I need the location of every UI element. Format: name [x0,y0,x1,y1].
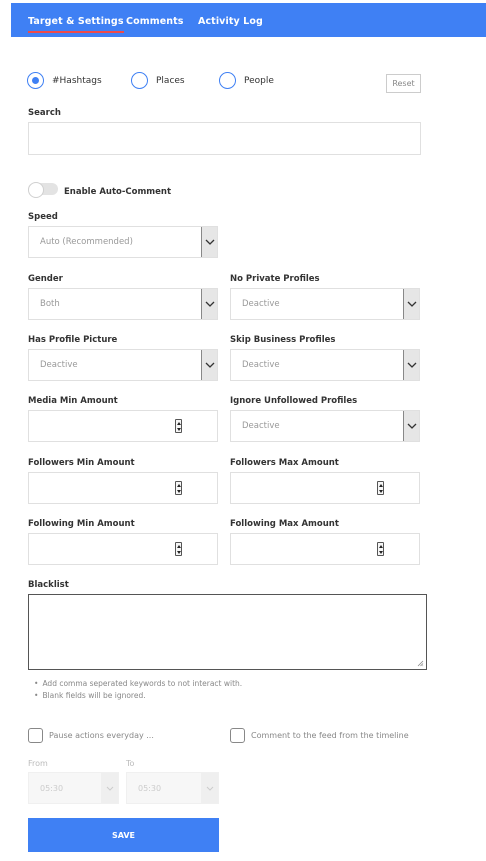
followers-min-label: Followers Min Amount [28,458,135,468]
from-time-select[interactable] [28,772,119,804]
no-private-value: Deactive [242,299,280,309]
chevron-down-icon[interactable] [201,350,217,380]
no-private-select[interactable] [230,288,420,320]
radio-people-label: People [244,75,274,86]
reset-button[interactable]: Reset [386,74,421,93]
auto-comment-toggle[interactable] [28,183,58,195]
radio-hashtags[interactable] [27,72,102,89]
to-label: To [126,759,135,768]
tab-target-settings[interactable]: Target & Settings [28,16,124,27]
has-picture-label: Has Profile Picture [28,335,118,345]
skip-business-select[interactable] [230,349,420,381]
blacklist-label: Blacklist [28,580,69,590]
from-label: From [28,759,48,768]
number-spinner[interactable] [175,542,182,556]
chevron-down-icon [101,773,118,803]
has-picture-value: Deactive [40,360,78,370]
radio-places[interactable] [131,72,185,89]
no-private-label: No Private Profiles [230,274,320,284]
resize-grip-icon[interactable] [416,659,424,667]
number-spinner[interactable] [377,542,384,556]
number-spinner[interactable] [175,481,182,495]
pause-checkbox[interactable] [28,728,43,743]
tab-activity-log[interactable]: Activity Log [198,16,263,27]
followers-min-input[interactable] [28,472,218,504]
to-time-value: 05:30 [138,784,162,793]
followers-max-label: Followers Max Amount [230,458,339,468]
radio-places-indicator[interactable] [131,72,148,89]
following-min-label: Following Min Amount [28,519,135,529]
skip-business-label: Skip Business Profiles [230,335,336,345]
gender-label: Gender [28,274,63,284]
following-max-label: Following Max Amount [230,519,339,529]
chevron-down-icon[interactable] [403,289,419,319]
timeline-label: Comment to the feed from the timeline [251,731,409,740]
blacklist-hint: • Blank fields will be ignored. [34,691,146,700]
chevron-down-icon [201,773,218,803]
following-max-input[interactable] [230,533,420,565]
number-spinner[interactable] [377,481,384,495]
followers-max-input[interactable] [230,472,420,504]
chevron-down-icon[interactable] [403,350,419,380]
speed-label: Speed [28,212,58,222]
pause-label: Pause actions everyday ... [49,731,154,740]
chevron-down-icon[interactable] [403,411,419,441]
save-button[interactable]: SAVE [28,818,219,852]
following-min-input[interactable] [28,533,218,565]
ignore-unfollowed-select[interactable] [230,410,420,442]
timeline-checkbox[interactable] [230,728,245,743]
ignore-unfollowed-label: Ignore Unfollowed Profiles [230,396,358,406]
tab-comments[interactable]: Comments [126,16,184,27]
radio-places-label: Places [156,75,185,86]
media-min-label: Media Min Amount [28,396,118,406]
ignore-unfollowed-value: Deactive [242,421,280,431]
blacklist-hint: • Add comma seperated keywords to not interact with. [34,679,242,688]
blacklist-textarea[interactable] [28,594,427,670]
radio-hashtags-label: #Hashtags [52,75,102,86]
chevron-down-icon[interactable] [201,289,217,319]
speed-value: Auto (Recommended) [40,237,133,247]
search-label: Search [28,108,61,118]
from-time-value: 05:30 [40,784,64,793]
gender-select[interactable] [28,288,218,320]
radio-hashtags-indicator[interactable] [27,72,44,89]
to-time-select[interactable] [126,772,219,804]
radio-people-indicator[interactable] [219,72,236,89]
speed-select[interactable] [28,226,218,258]
number-spinner[interactable] [175,419,182,433]
radio-people[interactable] [219,72,274,89]
chevron-down-icon[interactable] [201,227,217,257]
media-min-input[interactable] [28,410,218,442]
has-picture-select[interactable] [28,349,218,381]
gender-value: Both [40,299,60,309]
auto-comment-label: Enable Auto-Comment [64,187,172,197]
search-input[interactable] [28,122,421,155]
skip-business-value: Deactive [242,360,280,370]
